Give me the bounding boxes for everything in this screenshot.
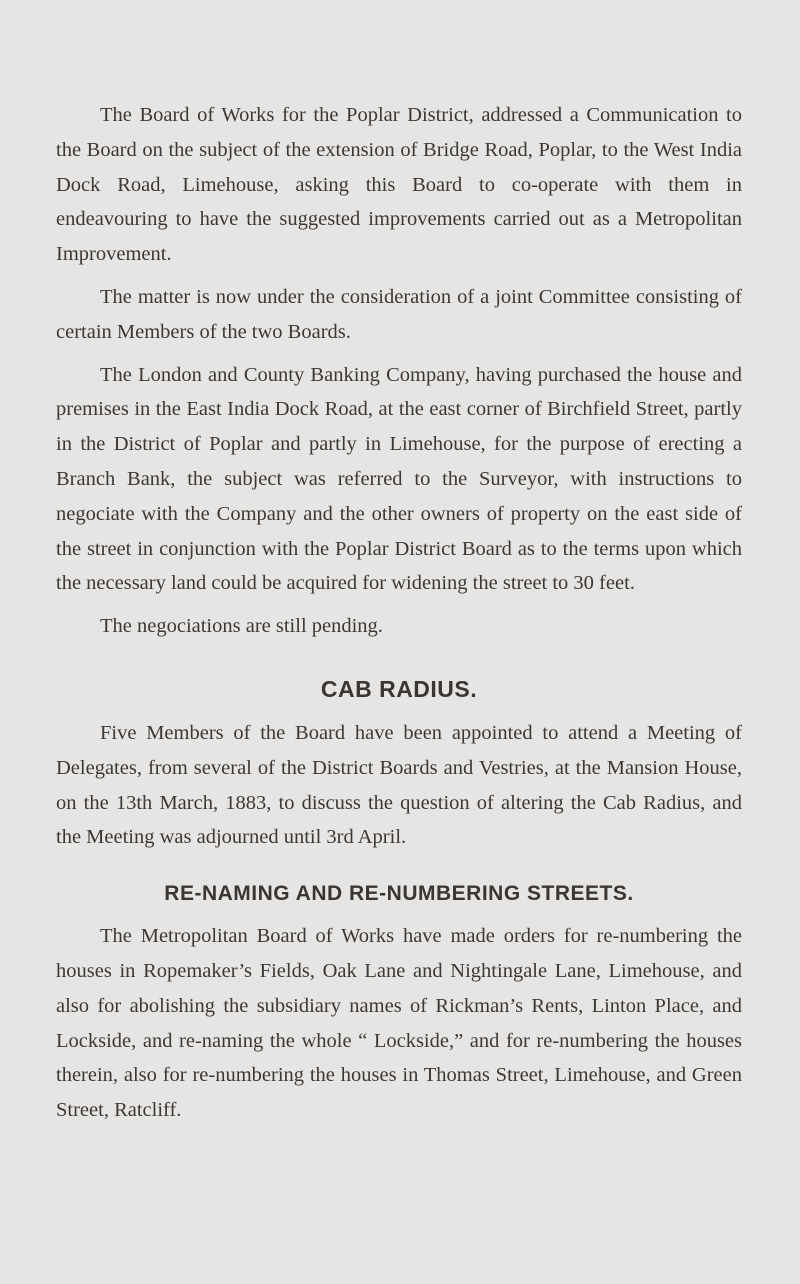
paragraph-banking-company: The London and County Banking Company, having purchased the house and premises in the East India Dock Road, at the east corner of Birchfield Street, partly in the District of Poplar and partly in Limehouse, for the purpose of erecting a Branch Bank, the subject was referred to the Surveyor, with instructions to negociate with the Company and the other owners of property on the east side of the street in conjunction with the Poplar District Board as to the terms upon which the necessary land could be acquired for widening the street to 30 feet.	[56, 363, 742, 595]
paragraph-negociations: The negociations are still pending.	[100, 615, 383, 638]
heading-cab-radius: CAB RADIUS.	[320, 675, 478, 702]
document-page	[56, 98, 742, 1136]
paragraph-cab-radius: Five Members of the Board have been appointed to attend a Meeting of Delegates, from several of the District Boards and Vestries, at the Mansion House, on the 13th March, 1883, to discuss the question of altering the Cab Radius, and the Meeting was adjourned until 3rd April.	[56, 721, 742, 849]
paragraph-poplar-board: The Board of Works for the Poplar District, addressed a Communication to the Board on the subject of the extension of Bridge Road, Poplar, to the West India Dock Road, Limehouse, asking this Board to co-operate with them in endeavouring to have the suggested improvements carried out as a Metropolitan Improvement.	[56, 104, 742, 266]
paragraph-joint-committee: The matter is now under the consideration of a joint Committee consisting of certain Members of the two Boards.	[56, 285, 742, 343]
heading-renaming-streets: RE-NAMING AND RE-NUMBERING STREETS.	[164, 882, 634, 906]
paragraph-renaming: The Metropolitan Board of Works have made orders for re-numbering the houses in Ropemaker’s Fields, Oak Lane and Nightingale Lane, Limehouse, and also for abolishing the subsidiary names of Rickman’s Rents, Linton Place, and Lockside, and re-naming the whole “ Lockside,” and for re-numbering the houses therein, also for re-numbering the houses in Thomas Street, Limehouse, and Green Street, Ratcliff.	[56, 925, 742, 1122]
